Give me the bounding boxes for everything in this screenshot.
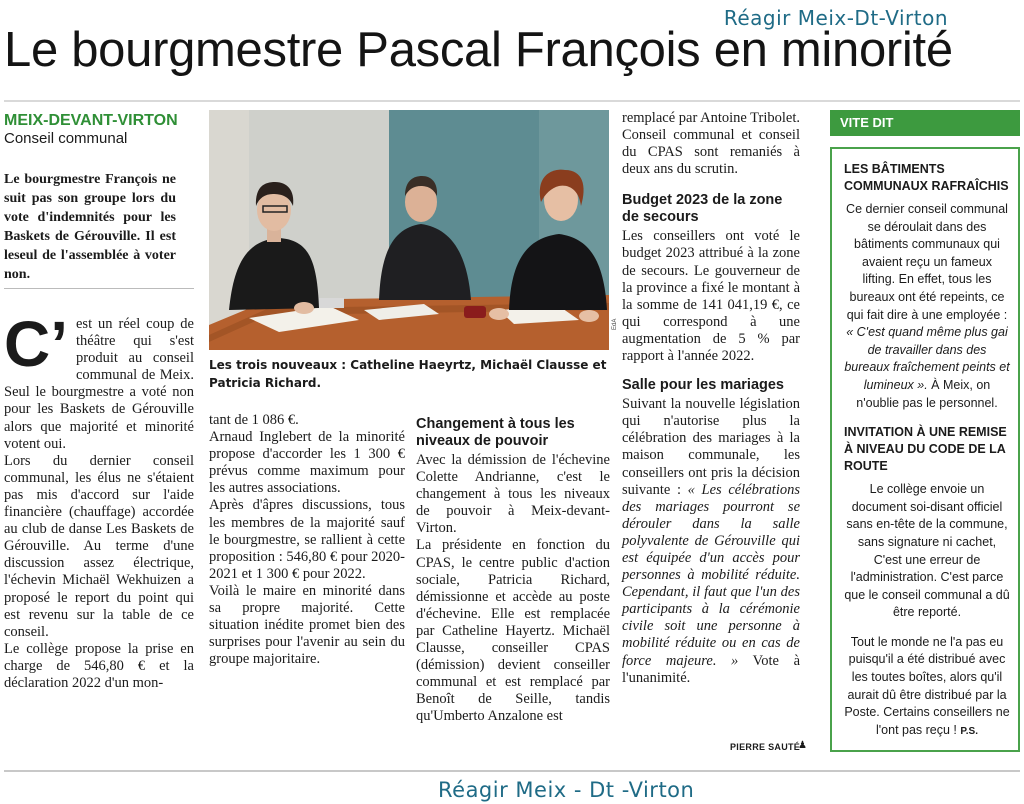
- text-run: À Meix, on n'oublie pas le personnel.: [856, 377, 998, 410]
- paragraph: Voilà le maire en minorité dans sa propre majorité. Cette situation inédite promet bien des surprises pour l'avenir au sein du groupe majoritaire.: [209, 582, 405, 668]
- photo-credit: EdA: [612, 318, 618, 330]
- paragraph: tant de 1 086 €.: [209, 412, 299, 428]
- sidebar-title: LES BÂTIMENTS COMMUNAUX RAFRAÎCHIS: [844, 162, 1009, 193]
- sidebar-text: [844, 634, 1010, 741]
- subheading: Changement à tous les niveaux de pouvoir: [416, 416, 575, 449]
- subheading: Budget 2023 de la zone de secours: [622, 192, 783, 226]
- headline-divider: [4, 100, 1020, 102]
- paragraph: Lors du dernier conseil communal, les élus ne s'étaient pas mis d'accord sur l'aide financière (chauffage) accordée au club de danse Les Baskets de Gérouville. Au terme d'une discussion assez électrique, l'échevin Michaël Wekhuizen a proposé le report du point qui est revenu sur la table de ce conseil.: [4, 452, 194, 640]
- text-run: Tout le monde ne l'a pas eu puisqu'il a été distribué avec les toutes boîtes, alors qu'il aurait dû être distribué par la Poste. Certains conseillers ne l'ont pas reçu !: [844, 634, 1010, 737]
- photo-caption: Les trois nouveaux : Catheline Haeyrtz, Michaël Clausse et Patricia Richard.: [209, 358, 607, 390]
- paragraph: Le collège propose la prise en charge de 546,80 € et la déclaration 2022 d'un mon-: [4, 640, 194, 691]
- author-icon: ♟: [798, 740, 807, 751]
- article-photo: [209, 110, 609, 350]
- paragraph: Après d'âpres discussions, tous les membres de la majorité sauf le bourgmestre, se rallient à cette proposition : 546,80 € pour 2020-2021 et 1 300 € pour 2022.: [209, 497, 405, 582]
- paragraph: [622, 396, 800, 687]
- text-run: Vote à l'unanimité.: [622, 652, 800, 686]
- sidebar-text: Le collège envoie un document soi-disant officiel sans en-tête de la commune, sans signature ni cachet, C'est une erreur de l'administration. C'est parce que le conseil communal a dû être reporté.: [844, 482, 1010, 620]
- sidebar-signature: P.S.: [960, 725, 978, 737]
- sidebar-title: INVITATION À UNE REMISE À NIVEAU DU CODE DE LA ROUTE: [844, 425, 1007, 474]
- article-lead: Le bourgmestre François ne suit pas son groupe lors du vote d'indemnités pour les Baskets de Gérouville. Il est leseul de l'assemblée à voter non.: [4, 172, 176, 282]
- sidebar-header: VITE DIT: [830, 110, 1020, 136]
- section-subtitle: Conseil communal: [4, 130, 128, 147]
- paragraph: Arnaud Inglebert de la minorité propose d'accorder les 1 300 € prévus comme maximum pour les autres associations.: [209, 429, 405, 497]
- article-column-4: [622, 110, 800, 687]
- text-run: Ce dernier conseil communal se déroulait dans des bâtiments communaux qui avaient reçu un fameux lifting. En effet, tous les bureaux ont été repeints, ce qui fait dire à une employée :: [846, 202, 1008, 322]
- author-byline: PIERRE SAUTÉ: [730, 742, 801, 752]
- handwritten-note-top: Réagir Meix-Dt-Virton: [723, 6, 948, 30]
- lead-divider: [4, 288, 194, 289]
- sidebar-text: [844, 201, 1010, 412]
- paragraph: est un réel coup de théâtre qui s'est produit au conseil communal de Meix. Seul le bourgmestre a voté non pour les Baskets de Gérouville alors que majorité et minorité votent oui.: [4, 316, 194, 452]
- text-run: Suivant la nouvelle législation qui n'autorise plus la célébration des mariages à la maison communale, les conseillers ont pris la décision suivante :: [622, 396, 800, 498]
- article-headline: Le bourgmestre Pascal François en minorité: [4, 23, 953, 77]
- article-column-2: [209, 412, 405, 668]
- paragraph: remplacé par Antoine Tribolet. Conseil communal et conseil du CPAS sont remaniés à deux ans du scrutin.: [622, 110, 800, 178]
- footer-divider: [4, 770, 1020, 772]
- sidebar-box: [830, 147, 1020, 752]
- drop-cap: C’: [4, 308, 68, 380]
- article-column-3: [416, 410, 610, 726]
- section-kicker: MEIX-DEVANT-VIRTON: [4, 112, 178, 129]
- paragraph: Les conseillers ont voté le budget 2023 attribué à la zone de secours. Le gouverneur de la province a fixé le montant à la somme de 141 041,19 €, ce qui correspond à une augmentation de 5 % par rapport à l'année 2022.: [622, 228, 800, 365]
- quote-text: « C'est quand même plus gai de travailler dans des bureaux fraîchement peints et lumineux ».: [844, 325, 1010, 392]
- paragraph: Avec la démission de l'échevine Colette Andrianne, c'est le changement à tous les niveaux de pouvoir à Meix-devant-Virton.: [416, 452, 610, 537]
- paragraph: La présidente en fonction du CPAS, le centre public d'action sociale, Patricia Richard, démissionne et accède au poste d'échevine. Elle est remplacée par Catheline Hayertz. Michaël Clausse, conseiller CPAS (démission) devient conseiller communal et est remplacé par Benoît de Seille, tandis qu'Umberto Anzalone est: [416, 537, 610, 725]
- quote-text: « Les célébrations des mariages pourront se dérouler dans la salle polyvalente de Gérouville qui est équipée d'un accès pour personnes à mobilité réduite. Cependant, il faut que l'un des participants à la cérémonie civile soit une personne à mobilité réduite ou en cas de force majeure. »: [622, 481, 800, 669]
- subheading: Salle pour les mariages: [622, 377, 784, 394]
- handwritten-note-bottom: Réagir Meix - Dt -Virton: [438, 778, 695, 802]
- article-column-1: [4, 308, 194, 692]
- photo-illustration: [209, 110, 609, 350]
